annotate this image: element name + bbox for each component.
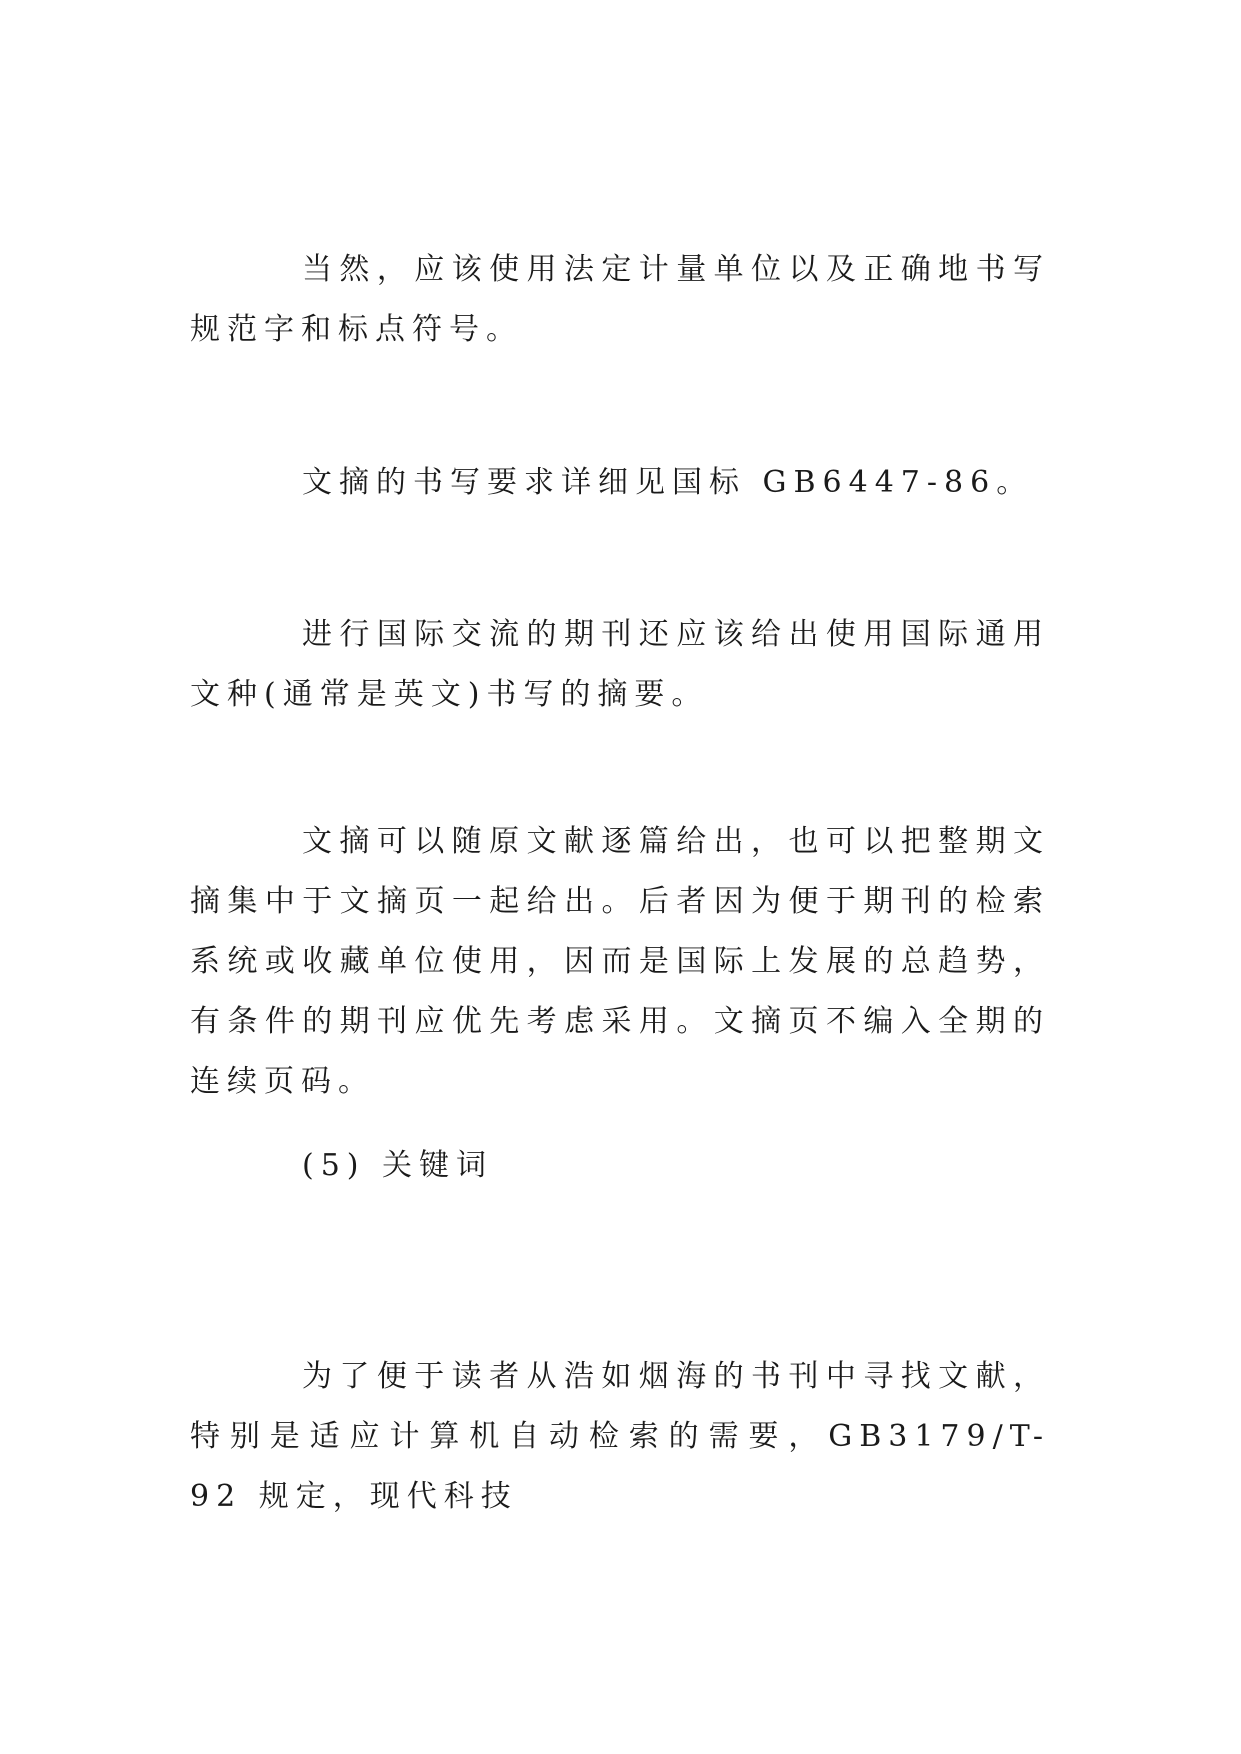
section-heading-keywords: (5) 关键词 bbox=[302, 1148, 494, 1183]
paragraph-abstract-page: 文摘可以随原文献逐篇给出，也可以把整期文摘集中于文摘页一起给出。后者因为便于期刊的检索系统或收藏单位使用，因而是国际上发展的总趋势，有条件的期刊应优先考虑采用。文摘页不编入全期的连续页码。 bbox=[190, 824, 1050, 1099]
paragraph-abstract-standard: 文摘的书写要求详细见国标 GB6447-86。 bbox=[302, 465, 1034, 500]
paragraph-international-abstract: 进行国际交流的期刊还应该给出使用国际通用文种(通常是英文)书写的摘要。 bbox=[190, 617, 1050, 712]
paragraph-keywords-intro: 为了便于读者从浩如烟海的书刊中寻找文献，特别是适应计算机自动检索的需要，GB3179/T-92 规定，现代科技 bbox=[190, 1359, 1050, 1514]
paragraph-units: 当然，应该使用法定计量单位以及正确地书写规范字和标点符号。 bbox=[190, 252, 1050, 347]
